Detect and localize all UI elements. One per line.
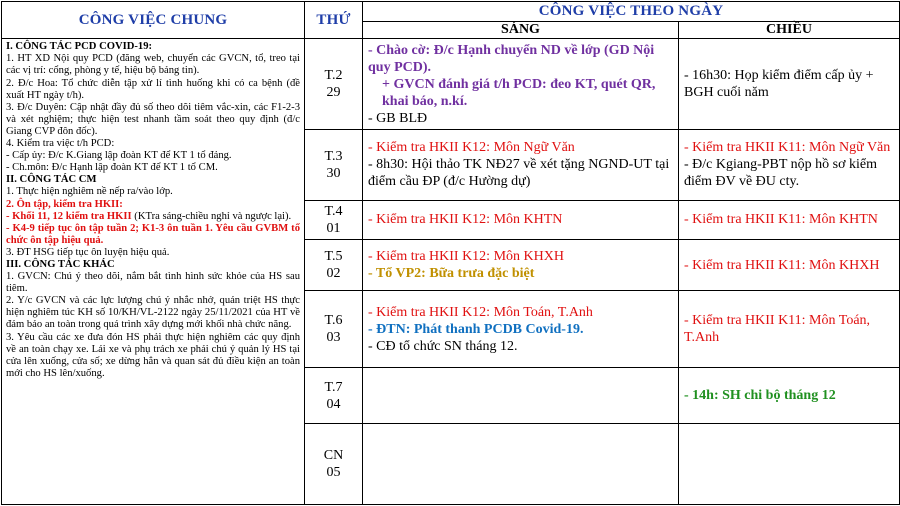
day-header: THỨ (305, 2, 363, 39)
afternoon-cell (679, 239, 900, 290)
morning-header: SÁNG (363, 22, 679, 39)
schedule-entry: - Chào cờ: Đ/c Hạnh chuyển ND về lớp (GD Nội quy PCD). (368, 42, 655, 75)
schedule-entry: - Kiểm tra HKII K11: Môn Ngữ Văn (684, 140, 891, 156)
morning-cell (363, 39, 679, 130)
schedule-entry: + GVCN đánh giá t/h PCD: đeo KT, quét QR, khai báo, n.kí. (382, 76, 656, 109)
day-name: T.2 (324, 68, 343, 84)
general-item: 3. Đ/c Duyên: Cập nhật đầy đủ số theo dõi tiêm vắc-xin, các F1-2-3 và xét nghiệm; thực hiện test nhanh tầm soát theo quy định (đ/c Giang CVP đôn đốc). (6, 101, 300, 137)
general-item: 2. Đ/c Hoa: Tổ chức diễn tập xử lí tình huống khi có ca bệnh (đề xuất HT ngày t/h). (6, 77, 300, 101)
general-item: 1. Thực hiện nghiêm nề nếp ra/vào lớp. (6, 186, 173, 198)
day-cell (305, 200, 363, 239)
morning-cell (363, 200, 679, 239)
general-item-highlight: - Khối 11, 12 kiểm tra HKII (6, 210, 132, 222)
general-item (6, 211, 300, 223)
day-name: T.5 (324, 249, 343, 265)
section-title-professional: II. CÔNG TÁC CM (6, 174, 97, 186)
schedule-entry: - Kiểm tra HKII K11: Môn Toán, T.Anh (684, 313, 871, 346)
general-work-content (2, 39, 305, 505)
schedule-entry: - Kiểm tra HKII K12: Môn KHXH (368, 249, 564, 265)
schedule-entry: - Đ/c Kgiang-PBT nộp hồ sơ kiểm điểm ĐV về ĐU cty. (684, 157, 878, 190)
schedule-entry: - Kiểm tra HKII K11: Môn KHXH (684, 257, 880, 273)
day-date: 02 (326, 266, 341, 282)
schedule-entry: - 16h30: Họp kiểm điểm cấp ủy + BGH cuối năm (684, 68, 874, 101)
general-item: 1. HT XD Nội quy PCD (đăng web, chuyển các GVCN, tổ, treo tại các vị trí: cổng, phòng y tế, hiệu bộ bảng tin). (6, 53, 300, 77)
day-name: T.7 (324, 379, 343, 395)
general-item-rest: (KTra sáng-chiều nghỉ và ngược lại). (131, 210, 292, 222)
day-name: T.3 (324, 148, 343, 164)
schedule-entry: - Kiểm tra HKII K11: Môn KHTN (684, 212, 878, 228)
general-item: 2. Ôn tập, kiểm tra HKII: (6, 198, 123, 210)
general-item: - Cấp ủy: Đ/c K.Giang lập đoàn KT để KT 1 tổ đảng. (6, 150, 232, 162)
day-date: 05 (326, 465, 341, 481)
general-item: 3. ĐT HSG tiếp tục ôn luyện hiệu quả. (6, 246, 170, 258)
schedule-entry: - GB BLĐ (368, 110, 428, 126)
weekly-schedule-table (1, 1, 900, 505)
day-cell (305, 239, 363, 290)
general-item: - Ch.môn: Đ/c Hạnh lập đoàn KT để KT 1 tổ CM. (6, 162, 218, 174)
day-name: CN (323, 448, 344, 464)
general-item: 1. GVCN: Chú ý theo dõi, nắm bắt tình hình sức khỏe của HS sau tiêm. (6, 271, 300, 295)
general-item: 2. Y/c GVCN và các lực lượng chú ý nhắc nhở, quán triệt HS thực hiện nghiêm túc KH số 10/KH/VL-2122 ngày 25/11/2021 của HT về đảm bảo an toàn trong quá trình xây dựng mới khối nhà chức năng. (6, 295, 300, 331)
day-name: T.4 (324, 203, 343, 219)
day-cell (305, 367, 363, 423)
day-name: T.6 (324, 313, 343, 329)
day-date: 04 (326, 396, 341, 412)
afternoon-cell (679, 39, 900, 130)
schedule-entry: - Kiểm tra HKII K12: Môn Toán, T.Anh (368, 304, 593, 320)
general-work-header: CÔNG VIỆC CHUNG (2, 2, 305, 39)
general-item: - K4-9 tiếp tục ôn tập tuần 2; K1-3 ôn tuần 1. Yêu cầu GVBM tổ chức ôn tập hiệu quả. (6, 222, 300, 246)
day-cell (305, 424, 363, 505)
schedule-entry: - Kiểm tra HKII K12: Môn KHTN (368, 212, 563, 228)
day-date: 03 (326, 330, 341, 346)
morning-cell (363, 239, 679, 290)
day-cell (305, 291, 363, 368)
general-item: 4. Kiểm tra việc t/h PCD: (6, 138, 115, 150)
general-item: 3. Yêu cầu các xe đưa đón HS phải thực hiện nghiêm các quy định về an toàn chạy xe. Lái xe và phụ trách xe phải chú ý quản lý HS tại cửa lên xuống, cửa số; xe dừng hẳn và quan sát đủ điều kiện an toàn mới cho HS lên/xuống. (6, 331, 300, 379)
morning-cell (363, 424, 679, 505)
afternoon-cell (679, 200, 900, 239)
day-cell (305, 130, 363, 201)
schedule-entry: - 14h: SH chi bộ tháng 12 (684, 388, 836, 404)
schedule-entry: - Tổ VP2: Bữa trưa đặc biệt (368, 266, 535, 282)
day-date: 29 (326, 85, 341, 101)
day-date: 01 (326, 220, 341, 236)
section-title-other: III. CÔNG TÁC KHÁC (6, 258, 115, 270)
day-date: 30 (326, 165, 341, 181)
morning-cell (363, 367, 679, 423)
morning-cell (363, 291, 679, 368)
schedule-entry: - 8h30: Hội thảo TK NĐ27 về xét tặng NGND-UT tại điểm cầu ĐP (đ/c Hường dự) (368, 157, 670, 190)
afternoon-cell (679, 291, 900, 368)
daily-work-header: CÔNG VIỆC THEO NGÀY (363, 2, 900, 22)
day-cell (305, 39, 363, 130)
schedule-entry: - CĐ tổ chức SN tháng 12. (368, 338, 518, 354)
afternoon-cell (679, 367, 900, 423)
morning-cell (363, 130, 679, 201)
afternoon-cell (679, 424, 900, 505)
section-title-covid: I. CÔNG TÁC PCD COVID-19: (6, 41, 153, 53)
afternoon-header: CHIỀU (679, 22, 900, 39)
schedule-entry: - Kiểm tra HKII K12: Môn Ngữ Văn (368, 140, 575, 156)
schedule-entry: - ĐTN: Phát thanh PCDB Covid-19. (368, 321, 584, 337)
afternoon-cell (679, 130, 900, 201)
